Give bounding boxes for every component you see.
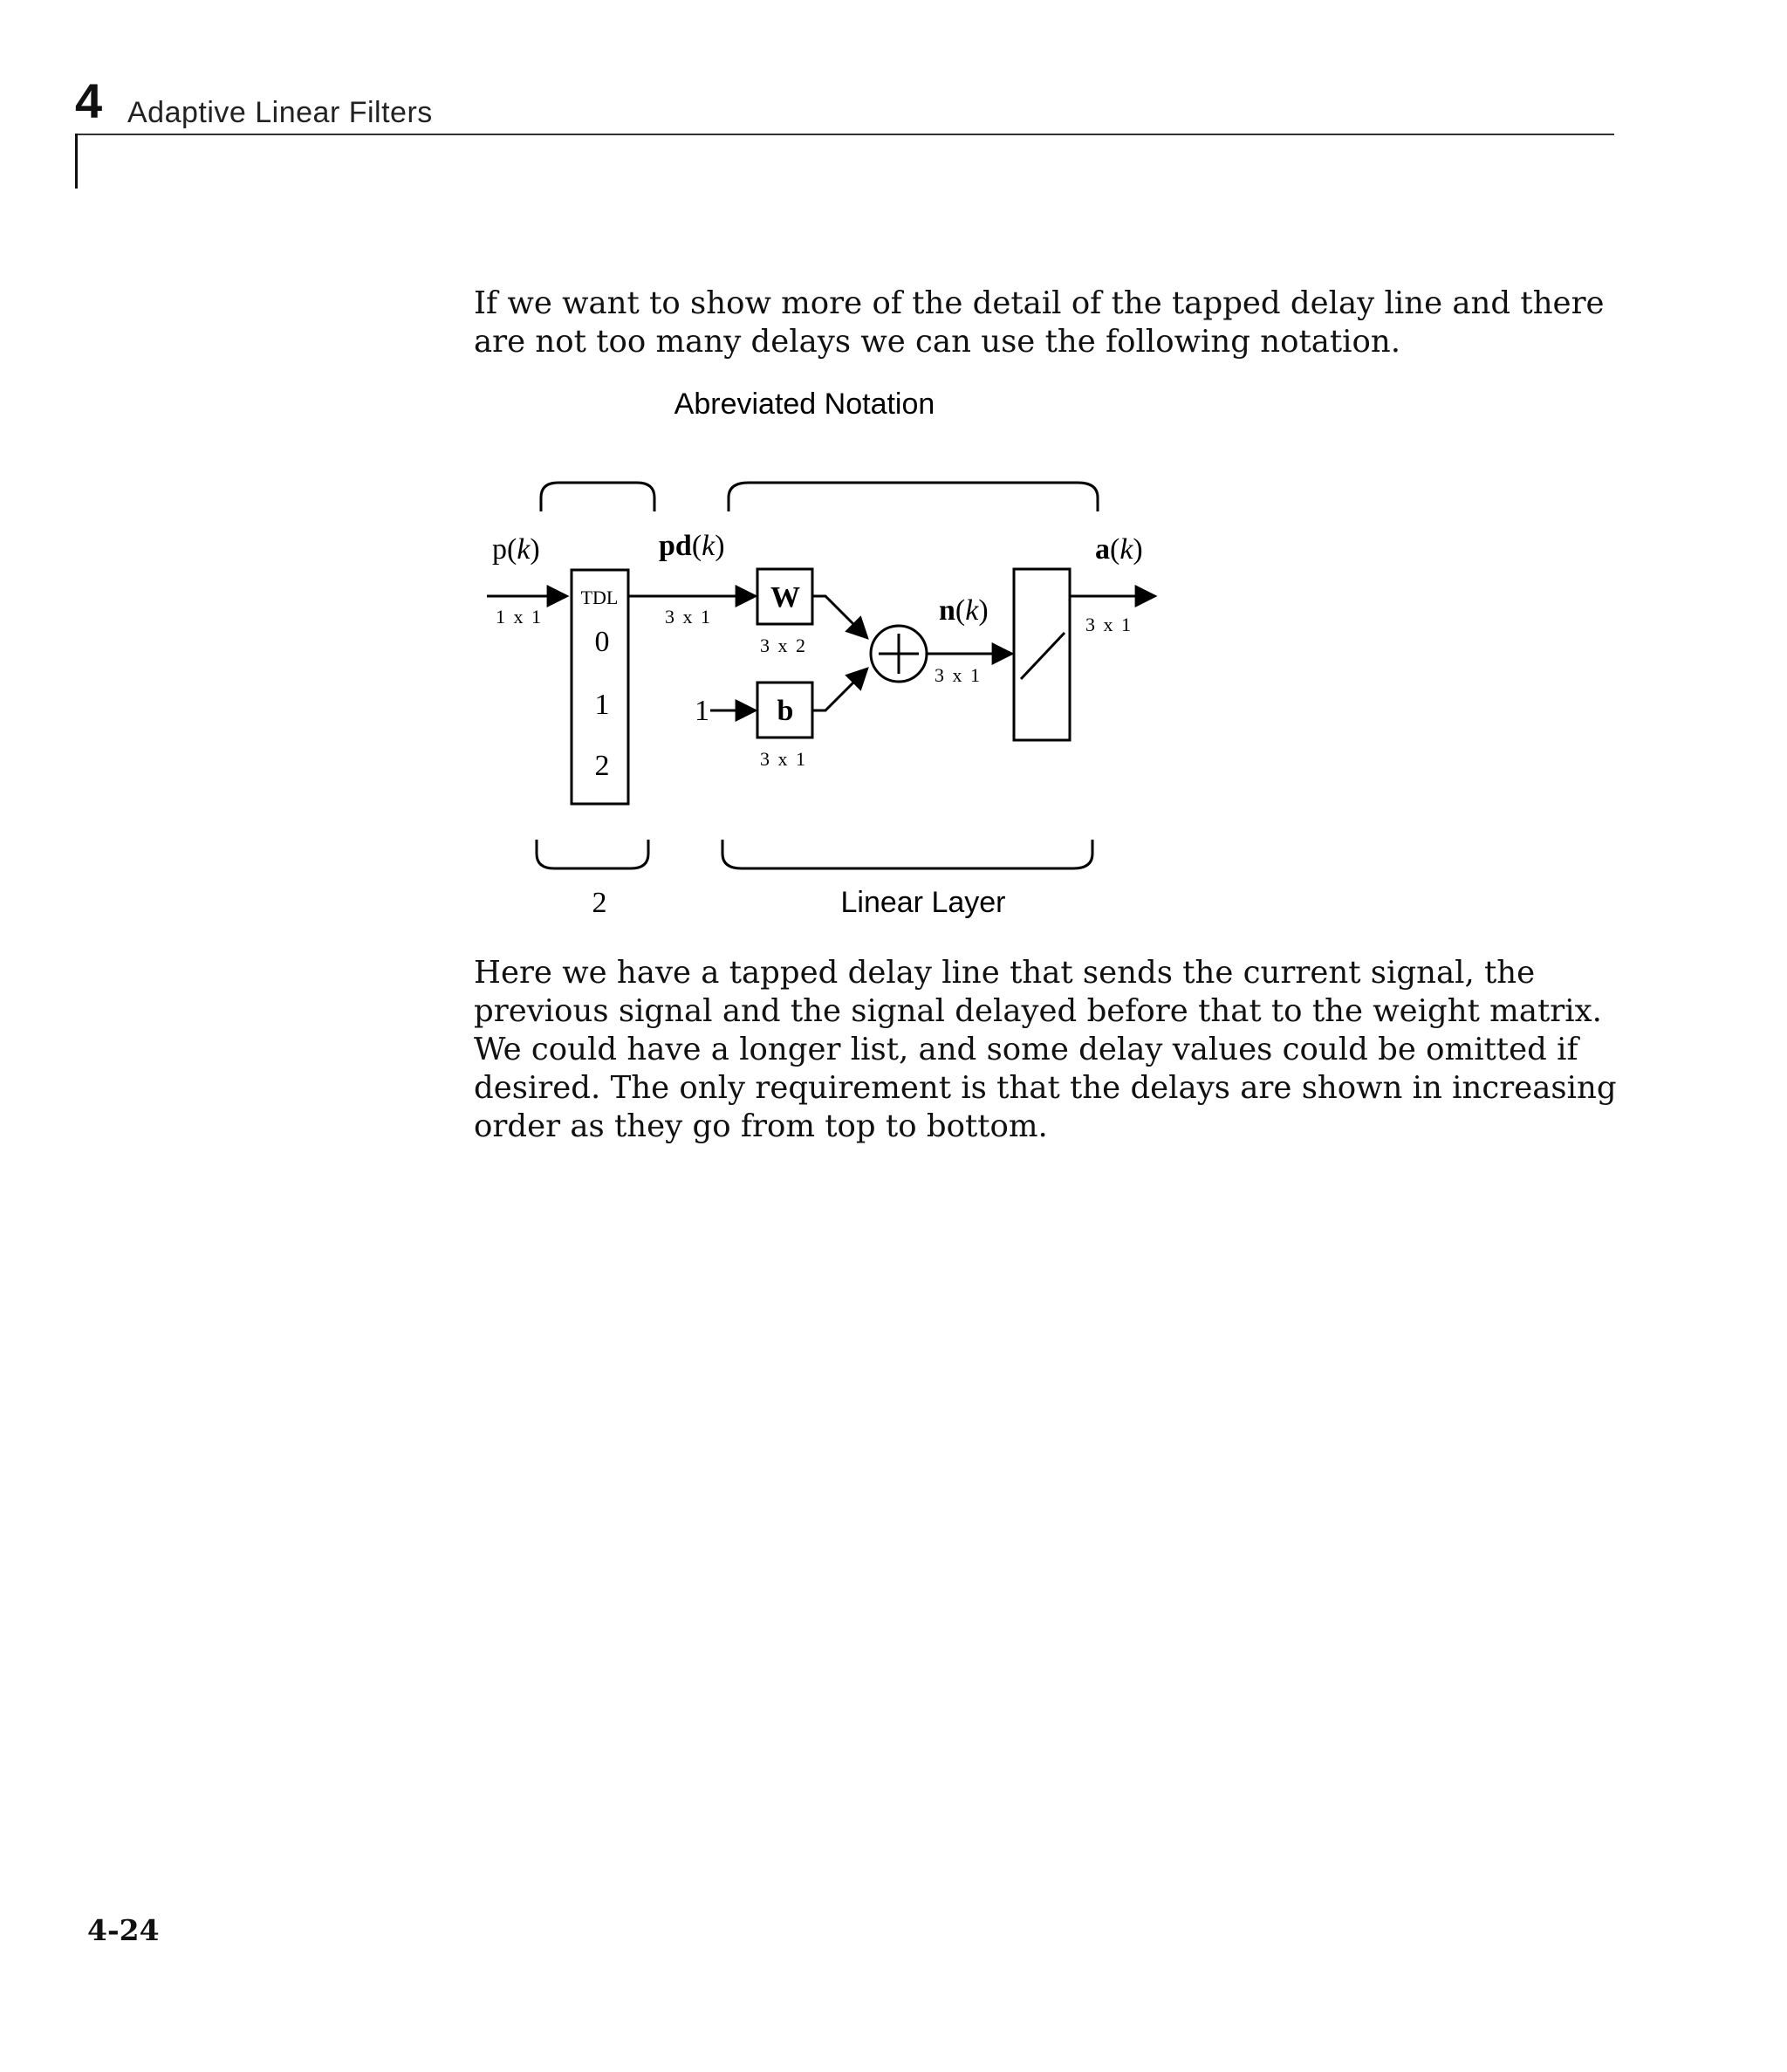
explanation-paragraph: Here we have a tapped delay line that sends the current signal, the previous signal and the signal delayed before that to the weight matrix. We could have a longer list, and some delay values could be omitted if desired. The only requirement is that the delays are shown in increasing order as they go from top to bottom. <box>474 955 1617 1144</box>
net-input-label: n(k) <box>939 594 989 627</box>
linear-transfer-block <box>1014 569 1070 740</box>
input-label: p(k) <box>492 533 540 566</box>
delay-1: 1 <box>594 689 610 721</box>
header-rule <box>75 134 1614 135</box>
weight-size: 3 x 2 <box>760 635 807 656</box>
tdl-bottom-brace <box>537 840 648 868</box>
tdl-label: TDL <box>580 587 619 608</box>
bias-to-sum-arrow <box>812 669 867 710</box>
delay-2: 2 <box>594 750 610 782</box>
tdl-brace-label: 2 <box>592 887 607 919</box>
output-size: 3 x 1 <box>1085 614 1133 635</box>
bias-label: b <box>777 695 794 727</box>
network-diagram-svg <box>471 384 1187 934</box>
tdl-output-label: pd(k) <box>659 530 725 562</box>
page-number: 4-24 <box>87 1913 160 1947</box>
input-size: 1 x 1 <box>496 606 543 628</box>
net-input-size: 3 x 1 <box>935 664 982 686</box>
weight-to-sum-arrow <box>812 596 867 638</box>
chapter-title: Adaptive Linear Filters <box>127 96 433 129</box>
weight-label: W <box>770 581 800 614</box>
diagram-title: Abreviated Notation <box>674 388 935 421</box>
bias-size: 3 x 1 <box>760 748 807 770</box>
delay-0: 0 <box>594 626 610 658</box>
tdl-top-brace <box>541 483 654 511</box>
layer-brace-label: Linear Layer <box>840 886 1006 919</box>
network-diagram <box>471 384 1187 934</box>
layer-bottom-brace <box>722 840 1092 868</box>
tdl-output-size: 3 x 1 <box>665 606 712 628</box>
page-header <box>0 0 1787 192</box>
bias-input: 1 <box>695 695 709 727</box>
output-label: a(k) <box>1095 533 1143 566</box>
layer-top-brace <box>729 483 1098 511</box>
header-margin-tick <box>75 134 78 189</box>
chapter-number: 4 <box>75 73 103 128</box>
intro-paragraph: If we want to show more of the detail of the tapped delay line and there are not too many delays we can use the following notation. <box>474 285 1605 360</box>
